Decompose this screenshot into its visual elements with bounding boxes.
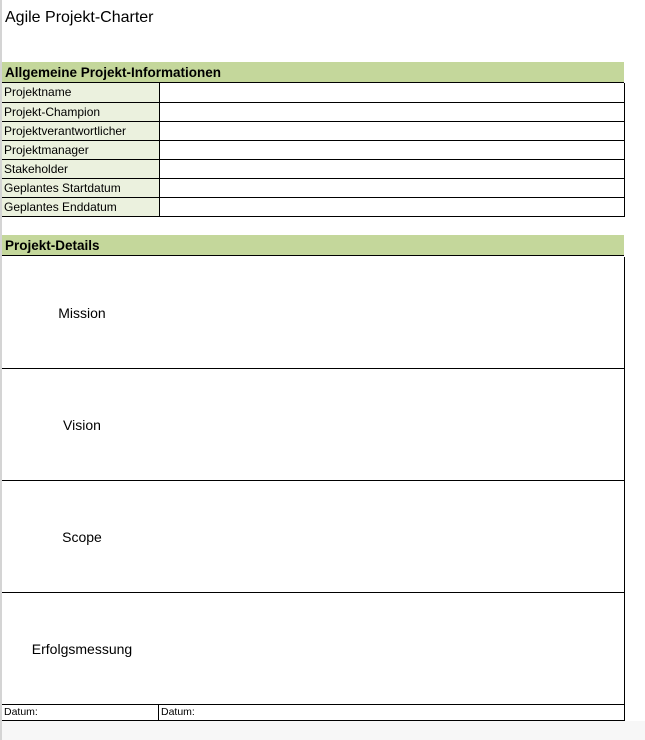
info-row-projektverantwortlicher: [2, 121, 625, 140]
sheet-bottom-area: [2, 721, 645, 740]
general-info-header: Allgemeine Projekt-Informationen: [2, 62, 624, 83]
detail-label-erfolgsmessung: Erfolgsmessung: [31, 641, 133, 657]
info-label: Projektmanager: [2, 140, 159, 159]
date-field-2[interactable]: Datum:: [161, 706, 195, 718]
info-label: Projektname: [2, 83, 159, 102]
info-label: Geplantes Enddatum: [2, 197, 159, 216]
info-label: Projekt-Champion: [2, 102, 159, 121]
general-info-table: [2, 83, 625, 217]
detail-box-erfolgsmessung[interactable]: [2, 593, 625, 705]
document-title: Agile Projekt-Charter: [5, 9, 154, 26]
info-label: Geplantes Startdatum: [2, 178, 159, 197]
detail-label-scope: Scope: [62, 529, 102, 545]
info-value-startdatum[interactable]: [159, 178, 625, 197]
detail-box-scope[interactable]: [2, 481, 625, 593]
info-value-projektname[interactable]: [159, 83, 625, 102]
info-value-projektmanager[interactable]: [159, 140, 625, 159]
info-label: Stakeholder: [2, 159, 159, 178]
info-row-projektname: [2, 83, 625, 102]
info-value-projekt-champion[interactable]: [159, 102, 625, 121]
info-row-startdatum: [2, 178, 625, 197]
date-field-1[interactable]: Datum:: [2, 704, 159, 720]
detail-box-mission[interactable]: [2, 257, 625, 369]
info-value-enddatum[interactable]: [159, 197, 625, 216]
info-row-projekt-champion: [2, 102, 625, 121]
info-row-projektmanager: [2, 140, 625, 159]
detail-label-mission: Mission: [58, 305, 106, 321]
info-value-projektverantwortlicher[interactable]: [159, 121, 625, 140]
info-label: Projektverantwortlicher: [2, 121, 159, 140]
info-row-stakeholder: [2, 159, 625, 178]
detail-box-vision[interactable]: [2, 369, 625, 481]
project-details-header: Projekt-Details: [2, 235, 624, 256]
info-row-enddatum: [2, 197, 625, 216]
detail-label-vision: Vision: [63, 417, 101, 433]
signature-date-row: [2, 704, 625, 721]
info-value-stakeholder[interactable]: [159, 159, 625, 178]
